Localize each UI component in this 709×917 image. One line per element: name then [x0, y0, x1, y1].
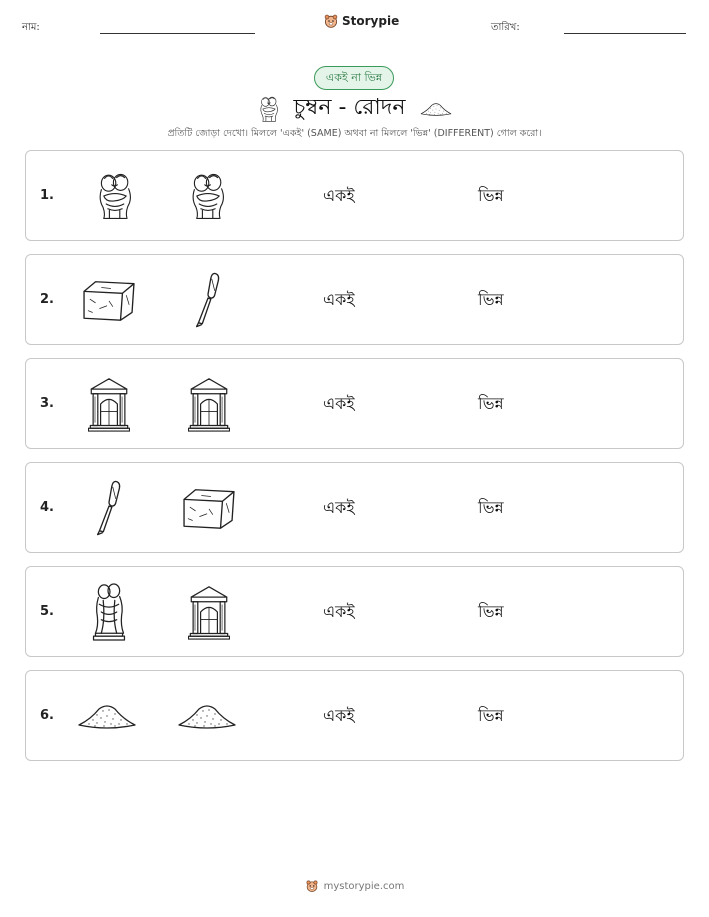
dust-pile-icon	[177, 700, 237, 732]
brand-name: Storypie	[342, 14, 400, 28]
same-option[interactable]: একই	[323, 186, 355, 205]
brand-logo	[323, 13, 399, 29]
storypie-mascot-icon	[323, 13, 339, 29]
different-option[interactable]: ভিন্ন	[478, 498, 504, 517]
different-option[interactable]: ভিন্ন	[478, 394, 504, 413]
museum-door-icon	[188, 376, 230, 432]
different-option[interactable]: ভিন্ন	[478, 706, 504, 725]
question-number: 6.	[40, 708, 54, 723]
name-label: নাম:	[22, 22, 40, 33]
date-line[interactable]	[564, 33, 686, 34]
different-option[interactable]: ভিন্ন	[478, 290, 504, 309]
question-card-5	[25, 566, 684, 657]
stone-block-icon	[80, 276, 138, 324]
question-number: 1.	[40, 188, 54, 203]
question-card-1	[25, 150, 684, 241]
footer	[0, 879, 709, 893]
kiss-statue-icon	[188, 169, 228, 223]
embrace-statue-icon	[89, 583, 129, 641]
question-card-3	[25, 358, 684, 449]
same-option[interactable]: একই	[323, 706, 355, 725]
stone-block-icon	[180, 484, 238, 532]
kiss-statue-icon	[95, 169, 135, 223]
category-badge: একই না ভিন্ন	[314, 66, 394, 90]
name-line[interactable]	[100, 33, 255, 34]
date-label: তারিখ:	[491, 22, 520, 33]
storypie-mascot-icon	[305, 879, 319, 893]
same-option[interactable]: একই	[323, 602, 355, 621]
same-option[interactable]: একই	[323, 394, 355, 413]
chisel-icon	[189, 271, 227, 329]
left-picture	[78, 477, 140, 539]
right-picture	[178, 373, 240, 435]
right-picture	[177, 165, 239, 227]
different-option[interactable]: ভিন্ন	[478, 186, 504, 205]
question-card-4	[25, 462, 684, 553]
right-picture	[178, 581, 240, 643]
different-option[interactable]: ভিন্ন	[478, 602, 504, 621]
chisel-icon	[90, 479, 128, 537]
kiss-statue-icon	[258, 95, 280, 123]
question-card-6	[25, 670, 684, 761]
question-number: 2.	[40, 292, 54, 307]
left-picture	[84, 165, 146, 227]
right-picture	[177, 269, 239, 331]
question-card-2	[25, 254, 684, 345]
instructions: প্রতিটি জোড়া দেখো। মিললে 'একই' (SAME) অথবা না মিললে 'ভিন্ন' (DIFFERENT) গোল করো।	[167, 128, 542, 139]
footer-url[interactable]: mystorypie.com	[323, 880, 405, 892]
dust-pile-icon	[420, 100, 452, 118]
right-picture	[178, 477, 240, 539]
question-number: 4.	[40, 500, 54, 515]
title-row	[0, 90, 709, 127]
page-title: চুম্বন - রোদন	[293, 95, 406, 120]
museum-door-icon	[188, 584, 230, 640]
left-picture	[78, 581, 140, 643]
same-option[interactable]: একই	[323, 290, 355, 309]
museum-door-icon	[88, 376, 130, 432]
dust-pile-icon	[77, 700, 137, 732]
right-picture	[176, 685, 238, 747]
question-number: 5.	[40, 604, 54, 619]
question-number: 3.	[40, 396, 54, 411]
same-option[interactable]: একই	[323, 498, 355, 517]
left-picture	[78, 269, 140, 331]
left-picture	[76, 685, 138, 747]
left-picture	[78, 373, 140, 435]
